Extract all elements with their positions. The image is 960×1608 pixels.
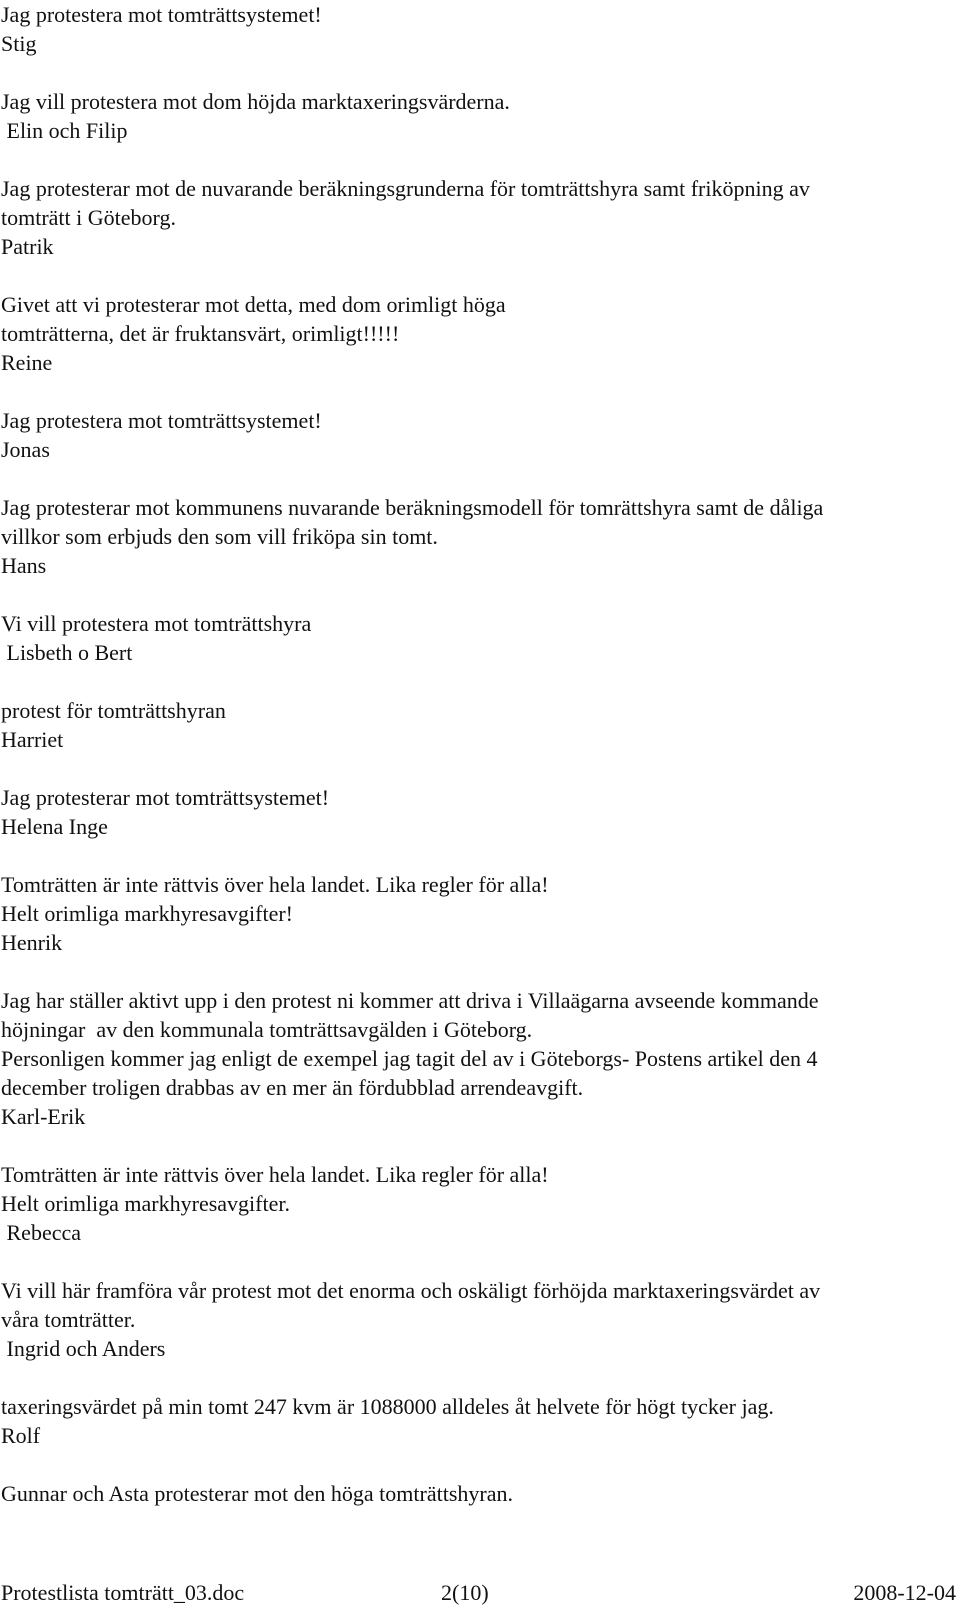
protest-text-line: Helt orimliga markhyresavgifter. [1, 1191, 290, 1216]
protest-entry [1, 870, 951, 957]
protest-entry [1, 0, 951, 58]
protest-text-line: Tomträtten är inte rättvis över hela landet. Lika regler för alla! [1, 872, 549, 897]
protest-entry [1, 1479, 951, 1508]
protest-text-line: Jag protesterar mot tomträttsystemet! [1, 785, 330, 810]
protest-text-line: Jag protesterar mot de nuvarande beräkningsgrunderna för tomträttshyra samt friköpning av [1, 176, 810, 201]
protest-entry [1, 783, 951, 841]
protest-signature: Ingrid och Anders [1, 1336, 166, 1361]
protest-list [1, 0, 951, 1537]
protest-text-line: villkor som erbjuds den som vill friköpa sin tomt. [1, 524, 438, 549]
footer-filename: Protestlista tomträtt_03.doc [1, 1580, 245, 1605]
page-footer [1, 1578, 956, 1608]
protest-text-line: Jag protestera mot tomträttsystemet! [1, 408, 322, 433]
protest-text-line: Jag protestera mot tomträttsystemet! [1, 2, 322, 27]
protest-signature: Karl-Erik [1, 1104, 86, 1129]
protest-text-line: Jag har ställer aktivt upp i den protest ni kommer att driva i Villaägarna avseende kommande [1, 988, 819, 1013]
protest-entry [1, 1276, 951, 1363]
protest-signature: Jonas [1, 437, 50, 462]
protest-text-line: protest för tomträttshyran [1, 698, 226, 723]
protest-text-line: Givet att vi protesterar mot detta, med dom orimligt höga [1, 292, 506, 317]
protest-entry [1, 986, 951, 1131]
footer-page-number: 2(10) [441, 1580, 489, 1605]
protest-text-line: Helt orimliga markhyresavgifter! [1, 901, 294, 926]
protest-text-line: Gunnar och Asta protesterar mot den höga tomträttshyran. [1, 1481, 513, 1506]
footer-date: 2008-12-04 [853, 1580, 956, 1605]
protest-entry [1, 290, 951, 377]
protest-entry [1, 493, 951, 580]
protest-entry [1, 87, 951, 145]
protest-signature: Harriet [1, 727, 64, 752]
protest-text-line: Vi vill här framföra vår protest mot det enorma och oskäligt förhöjda marktaxeringsvärdet av [1, 1278, 821, 1303]
protest-entry [1, 609, 951, 667]
protest-entry [1, 696, 951, 754]
protest-text-line: Jag protesterar mot kommunens nuvarande beräkningsmodell för tomrättshyra samt de dåliga [1, 495, 824, 520]
protest-text-line: höjningar av den kommunala tomträttsavgälden i Göteborg. [1, 1017, 533, 1042]
protest-entry [1, 1160, 951, 1247]
protest-entry [1, 174, 951, 261]
protest-signature: Rebecca [1, 1220, 81, 1245]
protest-signature: Lisbeth o Bert [1, 640, 133, 665]
protest-text-line: Jag vill protestera mot dom höjda marktaxeringsvärderna. [1, 89, 510, 114]
protest-signature: Stig [1, 31, 37, 56]
protest-text-line: Personligen kommer jag enligt de exempel jag tagit del av i Göteborgs- Postens artikel den 4 [1, 1046, 818, 1071]
protest-text-line: Tomträtten är inte rättvis över hela landet. Lika regler för alla! [1, 1162, 549, 1187]
protest-signature: Elin och Filip [1, 118, 128, 143]
protest-text-line: tomträtt i Göteborg. [1, 205, 176, 230]
protest-text-line: våra tomträtter. [1, 1307, 136, 1332]
protest-signature: Reine [1, 350, 53, 375]
protest-signature: Rolf [1, 1423, 41, 1448]
protest-entry [1, 1392, 951, 1450]
protest-signature: Henrik [1, 930, 63, 955]
protest-text-line: tomträtterna, det är fruktansvärt, orimligt!!!!! [1, 321, 400, 346]
protest-entry [1, 406, 951, 464]
protest-text-line: Vi vill protestera mot tomträttshyra [1, 611, 312, 636]
protest-signature: Helena Inge [1, 814, 108, 839]
protest-signature: Hans [1, 553, 47, 578]
protest-signature: Patrik [1, 234, 54, 259]
protest-text-line: december troligen drabbas av en mer än fördubblad arrendeavgift. [1, 1075, 584, 1100]
protest-text-line: taxeringsvärdet på min tomt 247 kvm är 1088000 alldeles åt helvete för högt tycker jag. [1, 1394, 774, 1419]
